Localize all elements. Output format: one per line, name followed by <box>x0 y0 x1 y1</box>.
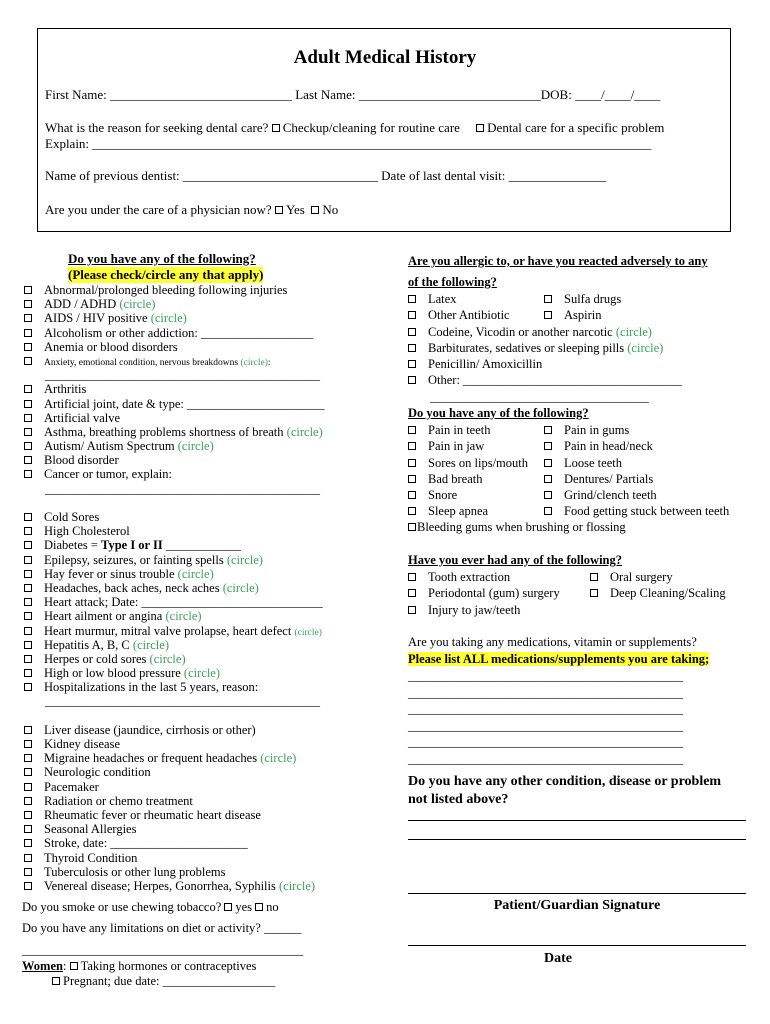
condition-label: Headaches, back aches, neck aches <box>44 580 223 595</box>
option-row <box>408 372 682 388</box>
condition-item <box>24 879 325 893</box>
option-label: Pain in head/neck <box>564 439 653 454</box>
checkbox-dentures-partials[interactable] <box>544 475 552 483</box>
condition-label: Artificial joint, date & type: ______________________ <box>44 396 325 411</box>
condition-item <box>24 865 325 879</box>
other-condition-answer-line-1[interactable] <box>408 820 746 821</box>
circle-hint: (circle) <box>627 340 664 355</box>
option-label: Latex <box>428 292 457 306</box>
option-label: Oral surgery <box>610 570 673 584</box>
explain-field[interactable]: Explain: ______________________________________________________________________________________ <box>45 136 652 151</box>
medications-lines <box>408 668 683 767</box>
circle-hint: (circle) <box>177 439 214 454</box>
checkbox-smoke-no[interactable] <box>255 903 263 911</box>
checkbox-tuberculosis-or-other-lung-problems[interactable] <box>24 868 32 876</box>
reason-question-text: What is the reason for seeking dental care? <box>45 120 269 135</box>
option-label: Sulfa drugs <box>564 292 622 306</box>
circle-hint: (circle) <box>222 580 259 595</box>
checkbox-kidney-disease[interactable] <box>24 740 32 748</box>
checkbox-smoke-yes[interactable] <box>224 903 232 911</box>
medication-line[interactable]: ____________________________________________ <box>408 718 683 733</box>
option-label: Grind/clench teeth <box>564 488 657 503</box>
option-label: Snore <box>428 488 458 503</box>
medications-instruction: Please list ALL medications/supplements you are taking; <box>408 652 710 666</box>
option-label: Periodontal (gum) surgery <box>428 586 560 601</box>
option-row <box>408 422 630 438</box>
condition-item <box>24 822 325 836</box>
condition-label: Autism/ Autism Spectrum <box>44 439 178 454</box>
condition-item <box>24 510 325 524</box>
checkbox-heart-murmur-mitral-valve-prolapse-heart[interactable] <box>24 627 32 635</box>
checkbox-anxiety-emotional-condition-nervous-brea[interactable] <box>24 357 32 365</box>
previous-dentist-field[interactable]: Name of previous dentist: ______________________________ Date of last dental visit: _______________ <box>45 168 607 183</box>
condition-emphasis: Type I or II <box>101 538 163 553</box>
smoke-yes-label: yes <box>235 900 253 914</box>
diet-question[interactable]: Do you have any limitations on diet or activity? ______ <box>22 921 302 935</box>
checkbox-add-adhd[interactable] <box>24 300 32 308</box>
checkbox-rheumatic-fever-or-rheumatic-heart-disea[interactable] <box>24 811 32 819</box>
answer-line[interactable]: ____________________________________________ <box>45 481 320 496</box>
option-col2 <box>590 569 673 585</box>
condition-label: Rheumatic fever or rheumatic heart disease <box>44 807 261 822</box>
condition-item <box>24 624 325 638</box>
circle-hint: (circle) <box>279 878 316 893</box>
option-label: Deep Cleaning/Scaling <box>610 586 726 601</box>
checkbox-pregnant[interactable] <box>52 977 60 985</box>
circle-hint: (circle) <box>294 627 322 638</box>
option-label: Pain in teeth <box>428 423 491 437</box>
checkbox-sores-on-lips-mouth[interactable] <box>408 459 416 467</box>
reason-option-checkup: Checkup/cleaning for routine care <box>282 120 460 135</box>
allergy-heading-line2: of the following? <box>408 275 497 289</box>
option-col2 <box>544 307 602 323</box>
checkbox-periodontal-gum-surgery[interactable] <box>408 589 416 597</box>
condition-label: Liver disease (jaundice, cirrhosis or other) <box>44 722 256 737</box>
condition-label: Artificial valve <box>44 410 121 425</box>
condition-label: Hospitalizations in the last 5 years, reason: <box>44 680 259 695</box>
checkbox-tooth-extraction[interactable] <box>408 573 416 581</box>
checkbox-seasonal-allergies[interactable] <box>24 825 32 833</box>
women-option-hormones: Taking hormones or contraceptives <box>80 959 257 973</box>
answer-line[interactable]: ____________________________________________ <box>45 694 320 709</box>
condition-label: ADD / ADHD <box>44 297 120 312</box>
condition-item <box>24 851 325 865</box>
checkbox-liver-disease-jaundice-cirrhosis-or-othe[interactable] <box>24 726 32 734</box>
checkbox-latex[interactable] <box>408 295 416 303</box>
option-col2 <box>544 291 621 307</box>
condition-label: High Cholesterol <box>44 524 130 539</box>
option-label: Injury to jaw/teeth <box>428 602 521 617</box>
dental-history-list <box>408 569 726 618</box>
condition-item <box>24 680 325 694</box>
other-condition-question <box>408 773 721 809</box>
option-row <box>408 291 682 307</box>
condition-item <box>24 723 325 737</box>
checkbox-venereal-disease-herpes-gonorrhea-syphil[interactable] <box>24 882 32 890</box>
option-label: Dentures/ Partials <box>564 471 654 486</box>
condition-item <box>24 425 325 439</box>
option-col2 <box>544 455 622 471</box>
condition-item <box>24 524 325 538</box>
option-col2 <box>544 438 653 454</box>
signature-line[interactable] <box>408 893 746 894</box>
option-label: Sleep apnea <box>428 504 489 519</box>
option-row <box>408 569 673 585</box>
condition-item <box>24 368 325 382</box>
date-line[interactable] <box>408 945 746 946</box>
name-dob-line[interactable]: First Name: ____________________________ Last Name: ____________________________DOB: ____/____/____ <box>45 87 661 102</box>
condition-label: AIDS / HIV positive <box>44 311 151 326</box>
condition-label: Blood disorder <box>44 453 119 468</box>
checkbox-asthma-breathing-problems-shortness-of-b[interactable] <box>24 428 32 436</box>
checkbox-high-cholesterol[interactable] <box>24 527 32 535</box>
physician-no-label: No <box>322 202 339 217</box>
condition-label: Venereal disease; Herpes, Gonorrhea, Syphilis <box>44 878 279 893</box>
condition-item <box>24 467 325 481</box>
condition-item <box>24 581 325 595</box>
option-row <box>408 471 654 487</box>
condition-item <box>24 411 325 425</box>
history-heading: Have you ever had any of the following? <box>408 553 623 567</box>
checkbox-hospitalizations-in-the-last-5-years-rea[interactable] <box>24 683 32 691</box>
option-row <box>408 307 682 323</box>
condition-item <box>24 553 325 567</box>
checkbox-hormones[interactable] <box>70 962 78 970</box>
medication-line[interactable]: ____________________________________________ <box>408 735 683 749</box>
checkbox-headaches-back-aches-neck-aches[interactable] <box>24 584 32 592</box>
condition-item <box>24 737 325 751</box>
answer-line[interactable]: ____________________________________________ <box>45 368 320 383</box>
checkbox-other-antibiotic[interactable] <box>408 311 416 319</box>
condition-label: Radiation or chemo treatment <box>44 793 193 808</box>
list-spacer <box>24 709 325 723</box>
circle-hint: (circle) <box>177 566 214 581</box>
condition-item <box>24 538 325 552</box>
condition-label: Epilepsy, seizures, or fainting spells <box>44 552 227 567</box>
option-label: Barbiturates, sedatives or sleeping pills <box>428 340 628 355</box>
condition-label: Tuberculosis or other lung problems <box>44 864 226 879</box>
circle-hint: (circle) <box>615 324 652 339</box>
condition-item <box>24 595 325 609</box>
bleeding-gums-label: Bleeding gums when brushing or flossing <box>417 520 626 534</box>
option-label: Loose teeth <box>564 455 622 470</box>
checkbox-abnormal-prolonged-bleeding-following-in[interactable] <box>24 286 32 294</box>
option-row <box>408 455 622 471</box>
checkbox-food-getting-stuck-between-teeth[interactable] <box>544 507 552 515</box>
checkbox-heart-attack-date[interactable] <box>24 598 32 606</box>
condition-item <box>24 311 325 325</box>
checkbox-injury-to-jaw-teeth[interactable] <box>408 606 416 614</box>
physician-question <box>45 202 338 218</box>
physician-question-text: Are you under the care of a physician now? <box>45 202 272 217</box>
option-row <box>408 356 682 372</box>
condition-item <box>24 666 325 680</box>
checkbox-aspirin[interactable] <box>544 311 552 319</box>
reason-option-specific: Dental care for a specific problem <box>487 120 665 135</box>
option-col2 <box>544 487 657 503</box>
checkbox-alcoholism-or-other-addiction[interactable] <box>24 329 32 337</box>
checkbox-pain-in-head-neck[interactable] <box>544 442 552 450</box>
circle-hint: (circle) <box>240 357 268 368</box>
circle-hint: (circle) <box>165 609 202 624</box>
left-section-heading: Do you have any of the following? <box>68 251 256 266</box>
checkbox-pain-in-jaw[interactable] <box>408 442 416 450</box>
option-label: Tooth extraction <box>428 570 511 584</box>
condition-label: Abnormal/prolonged bleeding following injuries <box>44 283 288 297</box>
checkbox-physician-no[interactable] <box>311 206 319 214</box>
condition-item <box>24 652 325 666</box>
option-col2 <box>544 422 629 438</box>
checkbox-stroke-date[interactable] <box>24 839 32 847</box>
condition-label: Herpes or cold sores <box>44 651 150 666</box>
condition-label: Seasonal Allergies <box>44 822 137 837</box>
condition-label: High or low blood pressure <box>44 666 184 681</box>
checkbox-herpes-or-cold-sores[interactable] <box>24 655 32 663</box>
checkbox-thyroid-condition[interactable] <box>24 854 32 862</box>
checkbox-anemia-or-blood-disorders[interactable] <box>24 343 32 351</box>
circle-hint: (circle) <box>183 666 220 681</box>
checkbox-autism-autism-spectrum[interactable] <box>24 442 32 450</box>
condition-label: Anemia or blood disorders <box>44 339 178 354</box>
option-col2 <box>590 585 726 601</box>
condition-item <box>24 780 325 794</box>
condition-item <box>24 340 325 354</box>
condition-label: Anxiety, emotional condition, nervous breakdowns <box>44 357 241 368</box>
checkbox-physician-yes[interactable] <box>275 206 283 214</box>
checkbox-hay-fever-or-sinus-trouble[interactable] <box>24 570 32 578</box>
option-row <box>408 324 682 340</box>
medication-line[interactable]: ____________________________________________ <box>408 751 683 766</box>
condition-label: Heart ailment or angina <box>44 609 166 624</box>
other-condition-line2: not listed above? <box>408 792 509 807</box>
condition-item <box>24 609 325 623</box>
checkbox-cancer-or-tumor-explain[interactable] <box>24 470 32 478</box>
option-row <box>408 602 560 618</box>
condition-label: Pacemaker <box>44 779 99 794</box>
condition-item <box>24 567 325 581</box>
checkbox-arthritis[interactable] <box>24 385 32 393</box>
checkbox-bleeding-gums[interactable] <box>408 523 416 531</box>
checkbox-radiation-or-chemo-treatment[interactable] <box>24 797 32 805</box>
pregnant-row <box>52 974 275 988</box>
allergy-other-line[interactable]: ___________________________________ <box>430 390 649 404</box>
condition-item <box>24 751 325 765</box>
checkbox-specific-problem[interactable] <box>476 124 484 132</box>
checkbox-neurologic-condition[interactable] <box>24 768 32 776</box>
checkbox-barbiturates-sedatives-or-sleeping-pills[interactable] <box>408 344 416 352</box>
option-col2 <box>544 471 653 487</box>
option-label: Bad breath <box>428 471 483 486</box>
option-row <box>408 438 653 454</box>
condition-label: Hepatitis A, B, C <box>44 637 133 652</box>
signature-label: Patient/Guardian Signature <box>493 898 661 913</box>
circle-hint: (circle) <box>132 637 169 652</box>
condition-item <box>24 439 325 453</box>
circle-hint: (circle) <box>286 424 323 439</box>
other-condition-line1: Do you have any other condition, disease or problem <box>408 774 722 789</box>
smoke-no-label: no <box>266 900 279 914</box>
option-label: Aspirin <box>564 308 602 323</box>
checkbox-pacemaker[interactable] <box>24 783 32 791</box>
condition-item <box>24 354 325 368</box>
condition-label: Hay fever or sinus trouble <box>44 566 178 581</box>
checkbox-high-or-low-blood-pressure[interactable] <box>24 669 32 677</box>
checkbox-epilepsy-seizures-or-fainting-spells[interactable] <box>24 556 32 564</box>
checkbox-sulfa-drugs[interactable] <box>544 295 552 303</box>
checkbox-other[interactable] <box>408 376 416 384</box>
medication-line[interactable]: ____________________________________________ <box>408 685 683 700</box>
diet-answer-line[interactable]: _____________________________________________ <box>22 943 304 957</box>
option-label: Food getting stuck between teeth <box>564 504 730 519</box>
other-condition-answer-line-2[interactable] <box>408 839 746 840</box>
option-label: Penicillin/ Amoxicillin <box>428 357 543 372</box>
checkbox-deep-cleaning-scaling[interactable] <box>590 589 598 597</box>
circle-hint: (circle) <box>150 311 187 326</box>
women-colon: : <box>62 959 67 973</box>
condition-item <box>24 283 325 297</box>
checkbox-pain-in-teeth[interactable] <box>408 426 416 434</box>
smoke-question-text: Do you smoke or use chewing tobacco? <box>22 900 222 914</box>
checkbox-migraine-headaches-or-frequent-headaches[interactable] <box>24 754 32 762</box>
circle-hint: (circle) <box>226 552 263 567</box>
checkbox-oral-surgery[interactable] <box>590 573 598 581</box>
list-spacer <box>24 496 325 510</box>
date-label: Date <box>544 951 572 966</box>
condition-suffix: : <box>267 357 271 368</box>
condition-label: Heart murmur, mitral valve prolapse, heart defect <box>44 623 295 638</box>
women-section <box>22 959 256 973</box>
dental-symptom-list <box>408 422 730 520</box>
physician-yes-label: Yes <box>285 202 305 217</box>
condition-label: Neurologic condition <box>44 765 151 780</box>
left-section-instruction: (Please check/circle any that apply) <box>68 267 264 282</box>
condition-item <box>24 453 325 467</box>
condition-item <box>24 482 325 496</box>
checkbox-pain-in-gums[interactable] <box>544 426 552 434</box>
condition-item <box>24 638 325 652</box>
smoke-question <box>22 900 279 914</box>
condition-suffix: ____________ <box>162 538 241 553</box>
page-title: Adult Medical History <box>293 47 477 68</box>
condition-label: Thyroid Condition <box>44 850 138 865</box>
checkbox-blood-disorder[interactable] <box>24 456 32 464</box>
circle-hint: (circle) <box>149 651 186 666</box>
option-row <box>408 487 657 503</box>
option-col2 <box>544 503 729 519</box>
allergy-heading-line1: Are you allergic to, or have you reacted adversely to any <box>408 254 708 268</box>
checkbox-cold-sores[interactable] <box>24 513 32 521</box>
circle-hint: (circle) <box>260 751 297 766</box>
checkbox-heart-ailment-or-angina[interactable] <box>24 612 32 620</box>
medical-conditions-list <box>24 283 325 893</box>
option-label: Pain in gums <box>564 423 630 437</box>
checkbox-diabetes[interactable] <box>24 541 32 549</box>
condition-label: Heart attack; Date: _____________________________ <box>44 595 323 610</box>
circle-hint: (circle) <box>119 297 156 312</box>
women-label: Women <box>22 959 63 973</box>
checkbox-grind-clench-teeth[interactable] <box>544 491 552 499</box>
checkbox-penicillin-amoxicillin[interactable] <box>408 360 416 368</box>
condition-label: Cancer or tumor, explain: <box>44 467 172 482</box>
option-label: Sores on lips/mouth <box>428 455 529 470</box>
condition-label: Asthma, breathing problems shortness of breath <box>44 424 287 439</box>
condition-label: Migraine headaches or frequent headaches <box>44 751 261 766</box>
condition-label: Alcoholism or other addiction: __________________ <box>44 325 314 340</box>
checkbox-aids-hiv-positive[interactable] <box>24 314 32 322</box>
condition-item <box>24 397 325 411</box>
condition-item <box>24 808 325 822</box>
condition-label: Diabetes = <box>44 538 102 553</box>
condition-item <box>24 382 325 396</box>
condition-item <box>24 694 325 708</box>
dental-heading: Do you have any of the following? <box>408 406 589 420</box>
option-label: Codeine, Vicodin or another narcotic <box>428 324 616 339</box>
option-row <box>408 503 730 519</box>
checkbox-sleep-apnea[interactable] <box>408 507 416 515</box>
condition-label: Kidney disease <box>44 737 121 751</box>
pregnant-label[interactable]: Pregnant; due date: __________________ <box>63 974 276 988</box>
option-label: Other Antibiotic <box>428 308 510 323</box>
medications-question: Are you taking any medications, vitamin or supplements? <box>408 635 697 649</box>
condition-label: Stroke, date: ______________________ <box>44 836 248 851</box>
condition-item <box>24 836 325 850</box>
option-label[interactable]: Other: ___________________________________ <box>428 373 682 388</box>
option-row <box>408 585 726 601</box>
option-row <box>408 340 682 356</box>
condition-item <box>24 297 325 311</box>
allergy-list <box>408 291 682 389</box>
checkbox-hepatitis-a-b-c[interactable] <box>24 641 32 649</box>
medication-line[interactable]: ____________________________________________ <box>408 669 683 683</box>
option-label: Pain in jaw <box>428 439 485 454</box>
checkbox-loose-teeth[interactable] <box>544 459 552 467</box>
condition-label: Arthritis <box>44 382 87 397</box>
checkbox-checkup[interactable] <box>272 124 280 132</box>
checkbox-codeine-vicodin-or-another-narcotic[interactable] <box>408 328 416 336</box>
reason-question <box>45 120 664 136</box>
condition-item <box>24 765 325 779</box>
condition-item <box>24 794 325 808</box>
dental-last-row <box>408 520 626 534</box>
checkbox-artificial-joint-date-type[interactable] <box>24 400 32 408</box>
medication-line[interactable]: ____________________________________________ <box>408 702 683 716</box>
condition-item <box>24 326 325 340</box>
checkbox-bad-breath[interactable] <box>408 475 416 483</box>
checkbox-snore[interactable] <box>408 491 416 499</box>
checkbox-artificial-valve[interactable] <box>24 414 32 422</box>
condition-label: Cold Sores <box>44 510 100 524</box>
